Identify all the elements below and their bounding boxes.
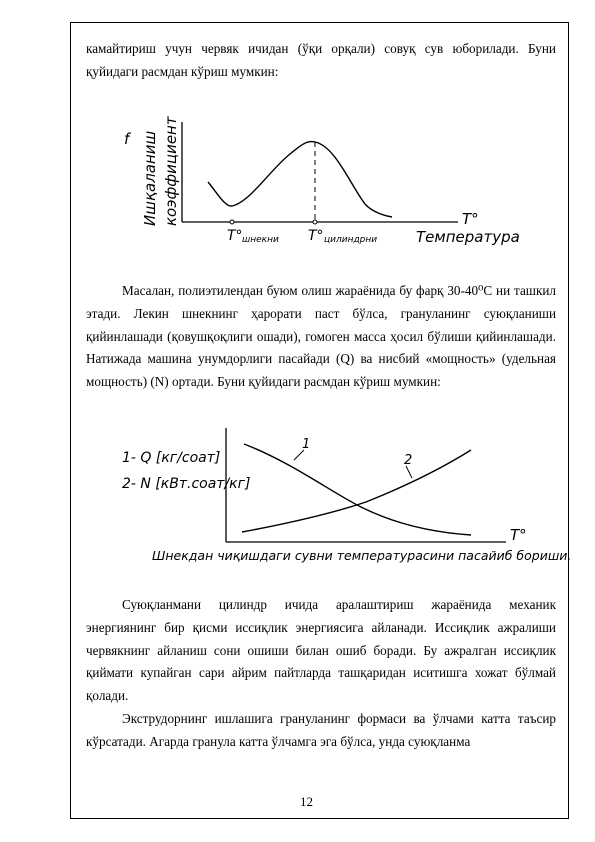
figure1-tick2-main: T° [308, 228, 324, 244]
figure1-x-symbol: T° [462, 210, 479, 228]
figure1-tick2-sub: цилиндрни [324, 235, 378, 245]
figure1-tick-mark-screw [230, 220, 234, 224]
paragraph-4: Экструдорнинг ишлашига грануланинг формаси ва ўлчами катта таъсир кўрсатади. Агарда гранула катта ўлчамга эга бўлса, унда суюқланма [86, 711, 556, 749]
friction-curve [208, 142, 392, 218]
curve-1-productivity [244, 444, 471, 535]
figure2-x-symbol: T° [510, 526, 527, 544]
figure1-ylabel-line2: коэффициент [162, 116, 180, 226]
curve-2-label: 2 [404, 453, 413, 468]
page-number: 12 [300, 794, 313, 809]
figure1-xlabel: Температура [416, 228, 520, 246]
paragraph-1: камайтириш учун червяк ичидан (ўқи орқали) совуқ сув юборилади. Буни қуйидаги расмдан кўриш мумкин: [86, 41, 556, 79]
paragraph-3: Суюқланмани цилиндр ичида аралаштириш жараёнида механик энергиянинг бир қисми иссиқлик энергиясига айланади. Иссиқлик ажралиши червякнинг айланиш сони ошиши билан ошиб боради. Бу ажралган иссиқлик қиймати купайган сари айрим пайтларда ташқаридан иситишга хожат бўлмай қолади. [86, 597, 556, 704]
paragraph-2: Масалан, полиэтилендан буюм олиш жараёнида бу фарқ 30-40⁰С ни ташкил этади. Лекин шнекнинг ҳарорати паст бўлса, грануланинг суюқланиши қийинлашади (қовушқоқлиги ошади), гомоген масса ҳосил бўлиши қийинлашади. Натижада машина унумдорлиги пасайади (Q) ва нисбий «мощность» (удельная мощность) (N) ортади. Буни қуйидаги расмдан кўриш мумкин: [86, 283, 556, 390]
friction-coefficient-figure [110, 112, 520, 252]
curve-2-power [242, 450, 471, 532]
figure1-y-symbol: f [124, 130, 130, 148]
figure1-tick1-sub: шнекни [242, 235, 279, 245]
figure1-tick-mark-cylinder [313, 220, 317, 224]
figure1-tick1-main: T° [227, 228, 243, 244]
productivity-power-figure [116, 422, 572, 572]
figure2-legend-q: 1- Q [кг/соат] [122, 450, 221, 466]
figure2-legend-n: 2- N [кВт.соат/кг] [122, 476, 251, 492]
figure1-ylabel-line1: Ишқаланиш [141, 130, 159, 226]
curve-1-label: 1 [302, 437, 311, 452]
figure2-caption: Шнекдан чиқишдаги сувни температурасини пасайиб бориши. [152, 548, 572, 563]
